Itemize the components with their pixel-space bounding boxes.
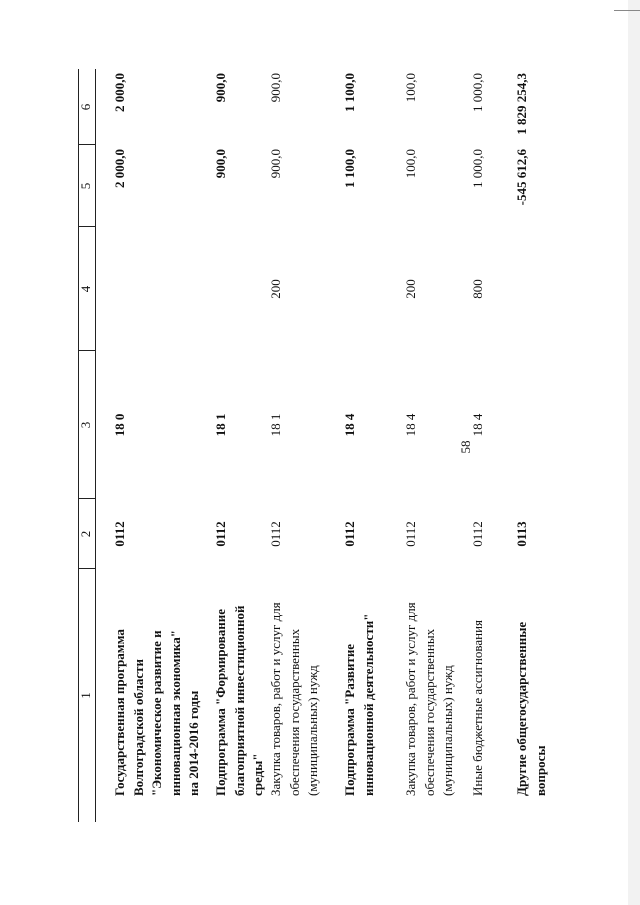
row-code: 0112 [403, 521, 418, 547]
row-name-line: Государственная программа [112, 629, 127, 796]
column-header: 6 [78, 103, 93, 111]
row-target: 18 4 [470, 413, 485, 437]
row-code: 0113 [514, 521, 529, 547]
row-name-line: (муниципальных) нужд [305, 665, 320, 796]
row-col5: 1 100,0 [342, 149, 357, 188]
column-header: 3 [78, 421, 93, 429]
row-target: 18 4 [342, 413, 357, 437]
row-col6: 100,0 [403, 73, 418, 103]
row-col6: 1 000,0 [470, 73, 485, 112]
row-name-line: Другие общегосударственные [514, 621, 529, 796]
row-target: 18 4 [403, 413, 418, 437]
row-code: 0112 [342, 521, 357, 547]
row-col5: 1 000,0 [470, 149, 485, 188]
row-target: 18 0 [112, 413, 127, 437]
row-type: 200 [268, 279, 283, 299]
row-name-line: Иные бюджетные ассигнования [470, 619, 485, 796]
row-target: 18 1 [213, 413, 228, 437]
column-header: 1 [78, 692, 93, 699]
scan-corner-mark [614, 10, 640, 11]
scan-edge [628, 0, 640, 905]
page-number: 58 [458, 440, 473, 454]
row-name-line: на 2014-2016 годы [186, 690, 201, 796]
row-name-line: "Экономическое развитие и [149, 630, 164, 796]
column-header: 5 [78, 182, 93, 190]
budget-table [78, 69, 548, 822]
row-code: 0112 [268, 521, 283, 547]
row-col5: 100,0 [403, 149, 418, 179]
row-col6: 900,0 [268, 73, 283, 103]
column-header: 2 [78, 530, 93, 538]
row-name-line: Закупка товаров, работ и услуг для [268, 602, 283, 796]
column-header: 4 [78, 285, 93, 293]
row-col5: 900,0 [213, 149, 228, 179]
row-name-line: инновационной деятельности" [360, 613, 376, 796]
row-name-line: обеспечения государственных [286, 628, 302, 796]
row-code: 0112 [213, 521, 228, 547]
row-name-line: вопросы [532, 745, 548, 796]
row-name-line: Подпрограмма "Формирование [213, 609, 228, 796]
row-name-line: Закупка товаров, работ и услуг для [403, 602, 418, 796]
row-col6: 900,0 [213, 73, 228, 103]
row-name-line: благоприятной инвестиционной [231, 605, 247, 796]
row-col6: 1 100,0 [342, 73, 357, 112]
row-type: 200 [403, 279, 418, 299]
row-col5: 2 000,0 [112, 149, 127, 188]
row-name-line: Подпрограмма "Развитие [342, 643, 357, 796]
row-name-line: (муниципальных) нужд [440, 665, 455, 796]
row-col5: -545 612,6 [514, 149, 529, 206]
row-code: 0112 [112, 521, 127, 547]
row-col6: 2 000,0 [112, 73, 127, 112]
row-name-line: инновационная экономика" [167, 630, 183, 796]
row-col6: 1 829 254,3 [514, 73, 529, 135]
row-col5: 900,0 [268, 149, 283, 179]
row-name-line: обеспечения государственных [421, 628, 437, 796]
row-code: 0112 [470, 521, 485, 547]
row-name-line: среды" [250, 753, 265, 796]
row-name-line: Волгоградской области [130, 658, 146, 796]
row-type: 800 [470, 279, 485, 299]
row-target: 18 1 [268, 413, 283, 437]
